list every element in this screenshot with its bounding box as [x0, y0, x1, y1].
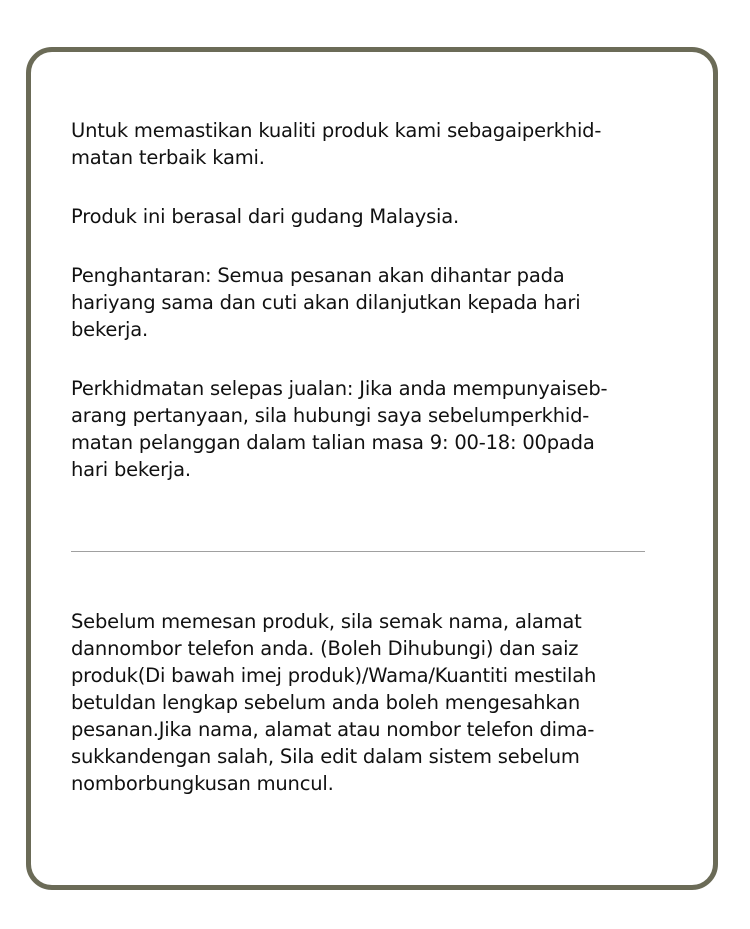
origin-paragraph: Produk ini berasal dari gudang Malaysia. [71, 205, 459, 228]
after-sales-paragraph: Perkhidmatan selepas jualan: Jika anda mempunyaiseb- arang pertanyaan, sila hubungi saya sebelumperkhid- matan pelanggan dalam talian masa 9: 00-18: 00pada hari bekerja. [71, 377, 608, 481]
order-check-paragraph: Sebelum memesan produk, sila semak nama, alamat dannombor telefon anda. (Boleh Dihubungi) dan saiz produk(Di bawah imej produk)/Wama/Kuantiti mestilah betuldan lengkap sebelum anda boleh mengesahkan pesanan.Jika nama, alamat atau nombor telefon dima- sukkandengan salah, Sila edit dalam sistem sebelum nomborbungkusan muncul. [71, 610, 597, 795]
info-section-top [71, 117, 671, 483]
shipping-paragraph: Penghantaran: Semua pesanan akan dihantar pada hariyang sama dan cuti akan dilanjutkan kepada hari bekerja. [71, 264, 581, 341]
quality-paragraph: Untuk memastikan kualiti produk kami sebagaiperkhid- matan terbaik kami. [71, 119, 602, 169]
info-section-bottom [71, 608, 671, 797]
section-divider [71, 551, 645, 552]
